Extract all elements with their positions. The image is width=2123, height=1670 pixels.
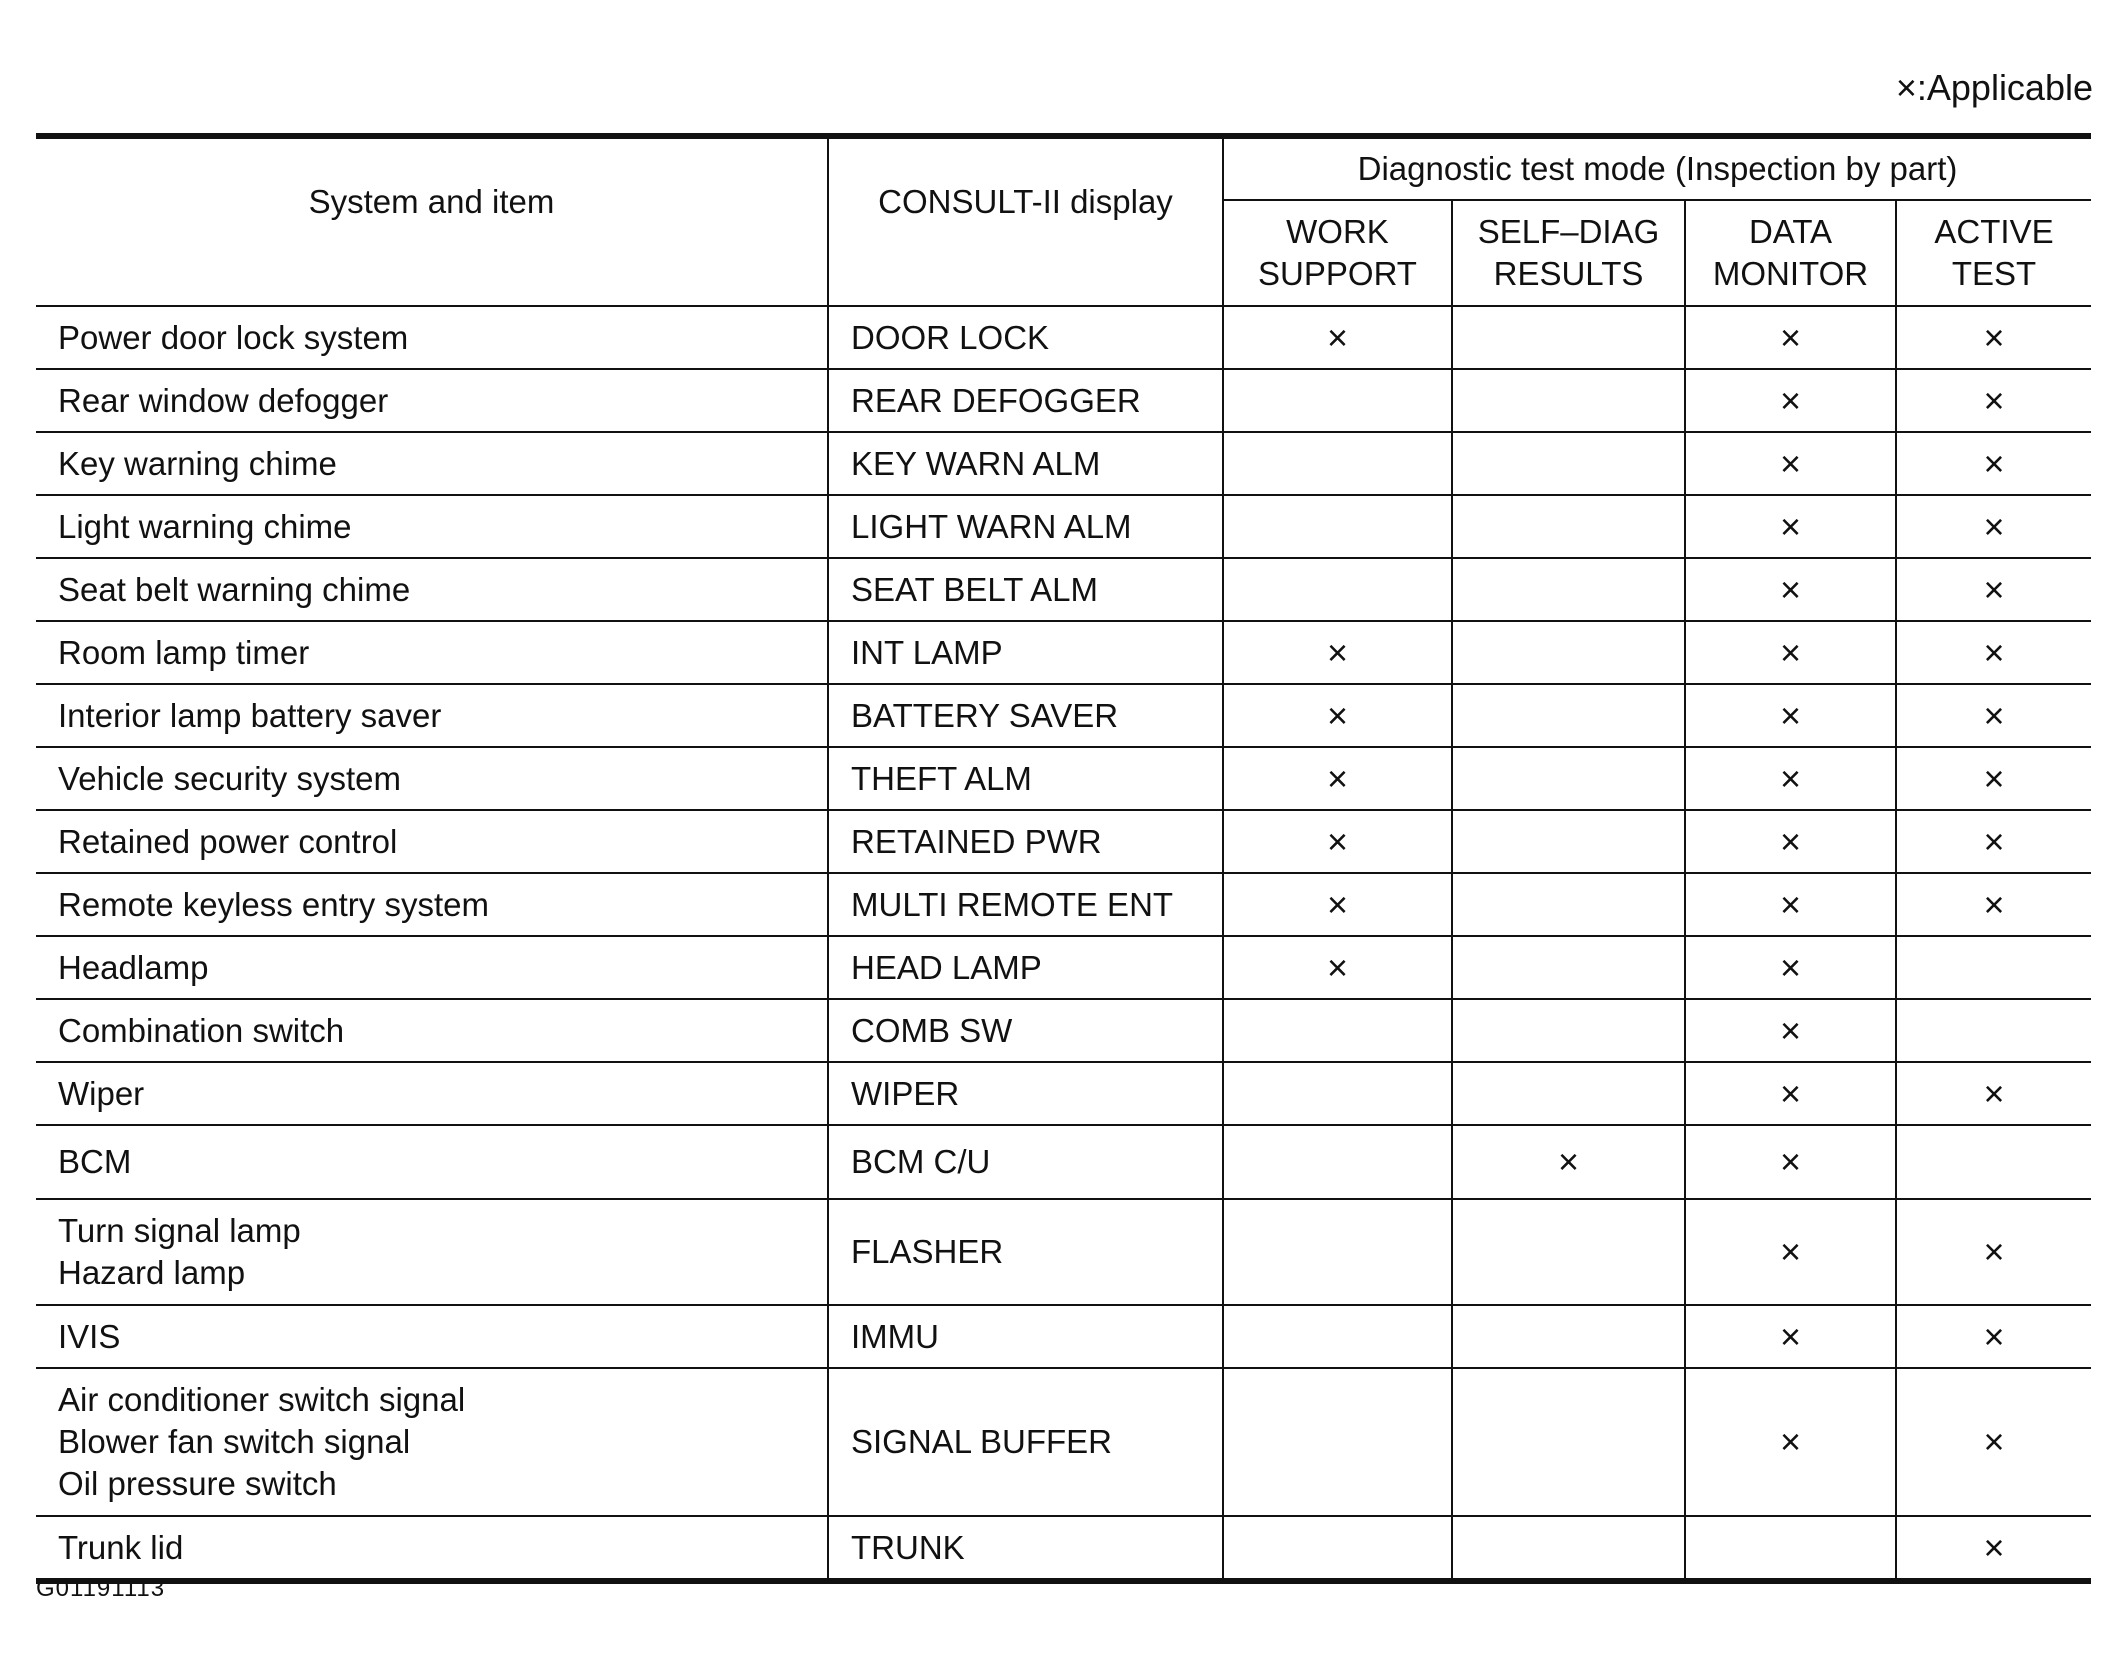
system-item-text: Blower fan switch signal <box>58 1423 411 1460</box>
system-item-text: Retained power control <box>58 822 398 860</box>
consult-display-cell: IMMU <box>828 1305 1223 1368</box>
consult-display-cell: REAR DEFOGGER <box>828 369 1223 432</box>
system-item-cell <box>36 999 828 1062</box>
system-item-text: Vehicle security system <box>58 759 401 797</box>
consult-display-cell: LIGHT WARN ALM <box>828 495 1223 558</box>
self-diag-mark-cell <box>1452 1062 1685 1125</box>
system-item-cell <box>36 936 828 999</box>
data-monitor-mark-cell: × <box>1685 1368 1896 1516</box>
work-support-mark-cell <box>1223 1199 1452 1305</box>
self-diag-mark-cell <box>1452 684 1685 747</box>
consult-display-cell: COMB SW <box>828 999 1223 1062</box>
system-item-text: Wiper <box>58 1074 145 1112</box>
work-support-mark-cell <box>1223 999 1452 1062</box>
active-test-mark-cell: × <box>1896 810 2091 873</box>
header-work-support-line2: SUPPORT <box>1258 255 1417 292</box>
data-monitor-mark-cell: × <box>1685 873 1896 936</box>
work-support-mark-cell: × <box>1223 747 1452 810</box>
active-test-mark-cell: × <box>1896 1368 2091 1516</box>
work-support-mark-cell: × <box>1223 873 1452 936</box>
self-diag-mark-cell <box>1452 369 1685 432</box>
self-diag-mark-cell: × <box>1452 1125 1685 1199</box>
table-row <box>36 999 2091 1062</box>
system-item-cell <box>36 810 828 873</box>
data-monitor-mark-cell: × <box>1685 1062 1896 1125</box>
active-test-mark-cell: × <box>1896 495 2091 558</box>
active-test-mark-cell: × <box>1896 1516 2091 1581</box>
consult-display-cell: THEFT ALM <box>828 747 1223 810</box>
self-diag-mark-cell <box>1452 999 1685 1062</box>
data-monitor-mark-cell: × <box>1685 936 1896 999</box>
consult-display-cell: DOOR LOCK <box>828 306 1223 369</box>
system-item-text: IVIS <box>58 1317 121 1355</box>
table-row <box>36 432 2091 495</box>
table-row <box>36 369 2091 432</box>
active-test-mark-cell: × <box>1896 747 2091 810</box>
work-support-mark-cell <box>1223 1516 1452 1581</box>
system-item-cell <box>36 747 828 810</box>
consult-display-cell: RETAINED PWR <box>828 810 1223 873</box>
table-row <box>36 1125 2091 1199</box>
header-self-diag-line2: RESULTS <box>1493 255 1644 292</box>
consult-display-cell: MULTI REMOTE ENT <box>828 873 1223 936</box>
table-row <box>36 1305 2091 1368</box>
work-support-mark-cell: × <box>1223 684 1452 747</box>
system-item-cell <box>36 558 828 621</box>
self-diag-mark-cell <box>1452 1516 1685 1581</box>
self-diag-mark-cell <box>1452 747 1685 810</box>
data-monitor-mark-cell: × <box>1685 495 1896 558</box>
header-work-support-line1: WORK <box>1286 213 1389 250</box>
work-support-mark-cell <box>1223 495 1452 558</box>
data-monitor-mark-cell: × <box>1685 558 1896 621</box>
table-row <box>36 1199 2091 1305</box>
active-test-mark-cell: × <box>1896 1062 2091 1125</box>
self-diag-mark-cell <box>1452 873 1685 936</box>
consult-display-cell: SEAT BELT ALM <box>828 558 1223 621</box>
active-test-mark-cell <box>1896 1125 2091 1199</box>
table-row <box>36 306 2091 369</box>
diagnostic-mode-table <box>36 133 2091 1584</box>
consult-display-cell: FLASHER <box>828 1199 1223 1305</box>
self-diag-mark-cell <box>1452 1305 1685 1368</box>
system-item-cell <box>36 1368 828 1516</box>
system-item-cell <box>36 306 828 369</box>
work-support-mark-cell: × <box>1223 621 1452 684</box>
table-body <box>36 306 2091 1581</box>
data-monitor-mark-cell: × <box>1685 999 1896 1062</box>
table-row <box>36 558 2091 621</box>
system-item-text: Rear window defogger <box>58 381 389 419</box>
active-test-mark-cell: × <box>1896 432 2091 495</box>
work-support-mark-cell <box>1223 558 1452 621</box>
work-support-mark-cell: × <box>1223 306 1452 369</box>
table-row <box>36 684 2091 747</box>
consult-display-cell: SIGNAL BUFFER <box>828 1368 1223 1516</box>
system-item-cell <box>36 1305 828 1368</box>
work-support-mark-cell <box>1223 1305 1452 1368</box>
consult-display-cell: HEAD LAMP <box>828 936 1223 999</box>
table-row <box>36 1516 2091 1581</box>
system-item-text: Combination switch <box>58 1011 345 1049</box>
system-item-text: Hazard lamp <box>58 1254 246 1291</box>
self-diag-mark-cell <box>1452 432 1685 495</box>
data-monitor-mark-cell: × <box>1685 1125 1896 1199</box>
self-diag-mark-cell <box>1452 810 1685 873</box>
table-header <box>36 136 2091 306</box>
table-row <box>36 621 2091 684</box>
consult-display-cell: KEY WARN ALM <box>828 432 1223 495</box>
consult-display-cell: INT LAMP <box>828 621 1223 684</box>
self-diag-mark-cell <box>1452 1199 1685 1305</box>
header-data-monitor-line2: MONITOR <box>1712 255 1869 292</box>
table-row <box>36 1368 2091 1516</box>
active-test-mark-cell: × <box>1896 369 2091 432</box>
active-test-mark-cell <box>1896 936 2091 999</box>
active-test-mark-cell: × <box>1896 558 2091 621</box>
table-row <box>36 1062 2091 1125</box>
work-support-mark-cell <box>1223 1125 1452 1199</box>
active-test-mark-cell: × <box>1896 873 2091 936</box>
data-monitor-mark-cell: × <box>1685 747 1896 810</box>
system-item-text: Headlamp <box>58 948 209 986</box>
self-diag-mark-cell <box>1452 621 1685 684</box>
system-item-text: Light warning chime <box>58 507 352 545</box>
system-item-text: Seat belt warning chime <box>58 570 411 608</box>
work-support-mark-cell <box>1223 369 1452 432</box>
table-row <box>36 747 2091 810</box>
header-active-test <box>1896 200 2091 306</box>
self-diag-mark-cell <box>1452 936 1685 999</box>
active-test-mark-cell: × <box>1896 1199 2091 1305</box>
table-row <box>36 495 2091 558</box>
consult-display-cell: BATTERY SAVER <box>828 684 1223 747</box>
data-monitor-mark-cell: × <box>1685 369 1896 432</box>
self-diag-mark-cell <box>1452 306 1685 369</box>
active-test-mark-cell: × <box>1896 621 2091 684</box>
table-row <box>36 936 2091 999</box>
header-system-and-item: System and item <box>36 136 828 306</box>
header-self-diag-results <box>1452 200 1685 306</box>
table-row <box>36 873 2091 936</box>
self-diag-mark-cell <box>1452 558 1685 621</box>
data-monitor-mark-cell: × <box>1685 306 1896 369</box>
system-item-cell <box>36 873 828 936</box>
data-monitor-mark-cell: × <box>1685 621 1896 684</box>
figure-code: G01191113 <box>36 1575 166 1602</box>
table-row <box>36 810 2091 873</box>
system-item-text: Power door lock system <box>58 318 409 356</box>
system-item-cell <box>36 684 828 747</box>
data-monitor-mark-cell <box>1685 1516 1896 1581</box>
work-support-mark-cell: × <box>1223 936 1452 999</box>
system-item-cell <box>36 1125 828 1199</box>
data-monitor-mark-cell: × <box>1685 1305 1896 1368</box>
work-support-mark-cell <box>1223 1368 1452 1516</box>
data-monitor-mark-cell: × <box>1685 432 1896 495</box>
system-item-text: Remote keyless entry system <box>58 885 489 923</box>
data-monitor-mark-cell: × <box>1685 810 1896 873</box>
header-consult-display: CONSULT-II display <box>828 136 1223 306</box>
active-test-mark-cell <box>1896 999 2091 1062</box>
header-self-diag-line1: SELF–DIAG <box>1477 213 1660 250</box>
header-data-monitor <box>1685 200 1896 306</box>
work-support-mark-cell <box>1223 432 1452 495</box>
diagnostic-table-container <box>36 133 2091 1584</box>
consult-display-cell: TRUNK <box>828 1516 1223 1581</box>
header-active-test-line1: ACTIVE <box>1934 213 2054 250</box>
active-test-mark-cell: × <box>1896 306 2091 369</box>
system-item-text: Oil pressure switch <box>58 1465 337 1502</box>
header-data-monitor-line1: DATA <box>1748 213 1833 250</box>
system-item-cell <box>36 495 828 558</box>
applicable-legend: ×:Applicable <box>1895 67 2093 108</box>
system-item-text: Air conditioner switch signal <box>58 1381 466 1418</box>
work-support-mark-cell: × <box>1223 810 1452 873</box>
system-item-text: Key warning chime <box>58 444 337 482</box>
data-monitor-mark-cell: × <box>1685 684 1896 747</box>
system-item-cell <box>36 1516 828 1581</box>
active-test-mark-cell: × <box>1896 1305 2091 1368</box>
header-work-support <box>1223 200 1452 306</box>
header-active-test-line2: TEST <box>1951 255 2037 292</box>
self-diag-mark-cell <box>1452 495 1685 558</box>
system-item-cell <box>36 1062 828 1125</box>
system-item-cell <box>36 1199 828 1305</box>
consult-display-cell: BCM C/U <box>828 1125 1223 1199</box>
self-diag-mark-cell <box>1452 1368 1685 1516</box>
system-item-text: BCM <box>58 1143 132 1180</box>
system-item-text: Room lamp timer <box>58 633 310 671</box>
consult-display-cell: WIPER <box>828 1062 1223 1125</box>
system-item-cell <box>36 369 828 432</box>
data-monitor-mark-cell: × <box>1685 1199 1896 1305</box>
system-item-text: Trunk lid <box>58 1528 184 1566</box>
header-diagnostic-test-mode: Diagnostic test mode (Inspection by part) <box>1223 136 2091 200</box>
active-test-mark-cell: × <box>1896 684 2091 747</box>
work-support-mark-cell <box>1223 1062 1452 1125</box>
system-item-text: Turn signal lamp <box>58 1212 301 1249</box>
system-item-cell <box>36 432 828 495</box>
system-item-cell <box>36 621 828 684</box>
system-item-text: Interior lamp battery saver <box>58 696 442 734</box>
